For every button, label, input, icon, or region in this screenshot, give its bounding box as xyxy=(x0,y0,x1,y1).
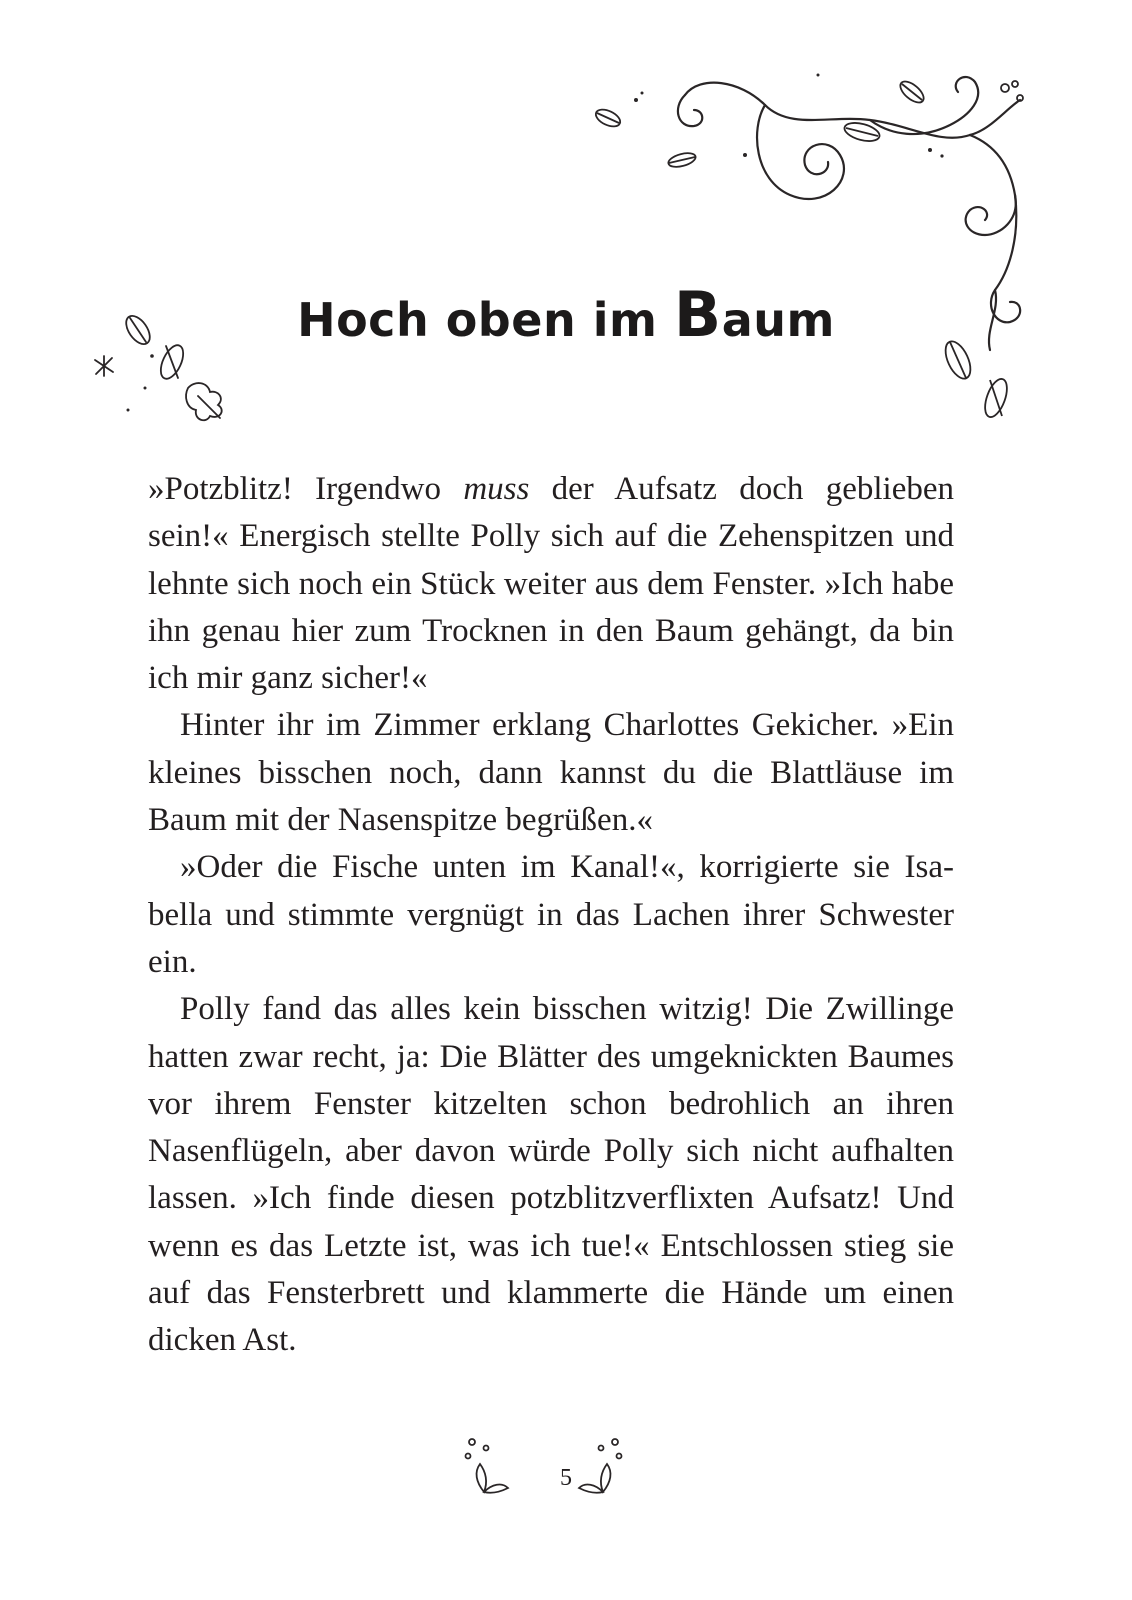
chapter-title-part1: Hoch oben im xyxy=(297,293,674,347)
paragraph-text: »Potzblitz! Irgendwo xyxy=(148,471,464,507)
paragraph xyxy=(148,466,954,702)
paragraph: Hinter ihr im Zimmer erklang Charlottes Gekicher. »Ein kleines bisschen noch, dann kannst du die Blattläuse im Baum mit der Nasenspitze begrüßen.« xyxy=(148,707,954,839)
paragraph: Polly fand das alles kein bisschen witzig! Die Zwillinge hatten zwar recht, ja: Die Blätter des umgeknickten Baumes vor ihrem Fenster kitzelten schon bedrohlich an ihren Nasenflügeln, aber davon würde Polly sich nicht aufhalten lassen. »Ich finde diesen potzblitzverflixten Aufsatz! Und wenn es das Letzte ist, was ich tue!« Entschlossen stieg sie auf das Fensterbrett und klammerte die Hände um einen dicken Ast. xyxy=(148,991,954,1359)
footer-leaf-ornament-right xyxy=(575,1432,625,1496)
paragraph-text: der Aufsatz doch geblieben sein!« Energisch stellte Polly sich auf die Zehenspitzen und lehnte sich noch ein Stück weiter aus dem Fenster. »Ich habe ihn genau hier zum Trocknen in den Baum gehängt, da bin ich mir ganz sicher!« xyxy=(148,471,954,697)
page-number: 5 xyxy=(560,1465,572,1491)
paragraph: »Oder die Fische unten im Kanal!«, korrigierte sie Isabella und stimmte vergnügt in das Lachen ihrer Schwester ein. xyxy=(148,849,954,980)
chapter-title-initial: B xyxy=(673,278,722,351)
corner-flourish-ornament xyxy=(590,60,1060,440)
chapter-title xyxy=(0,278,1132,351)
paragraph-emphasis: muss xyxy=(463,471,530,507)
chapter-title-rest: aum xyxy=(721,293,835,347)
chapter-body xyxy=(148,466,954,1365)
